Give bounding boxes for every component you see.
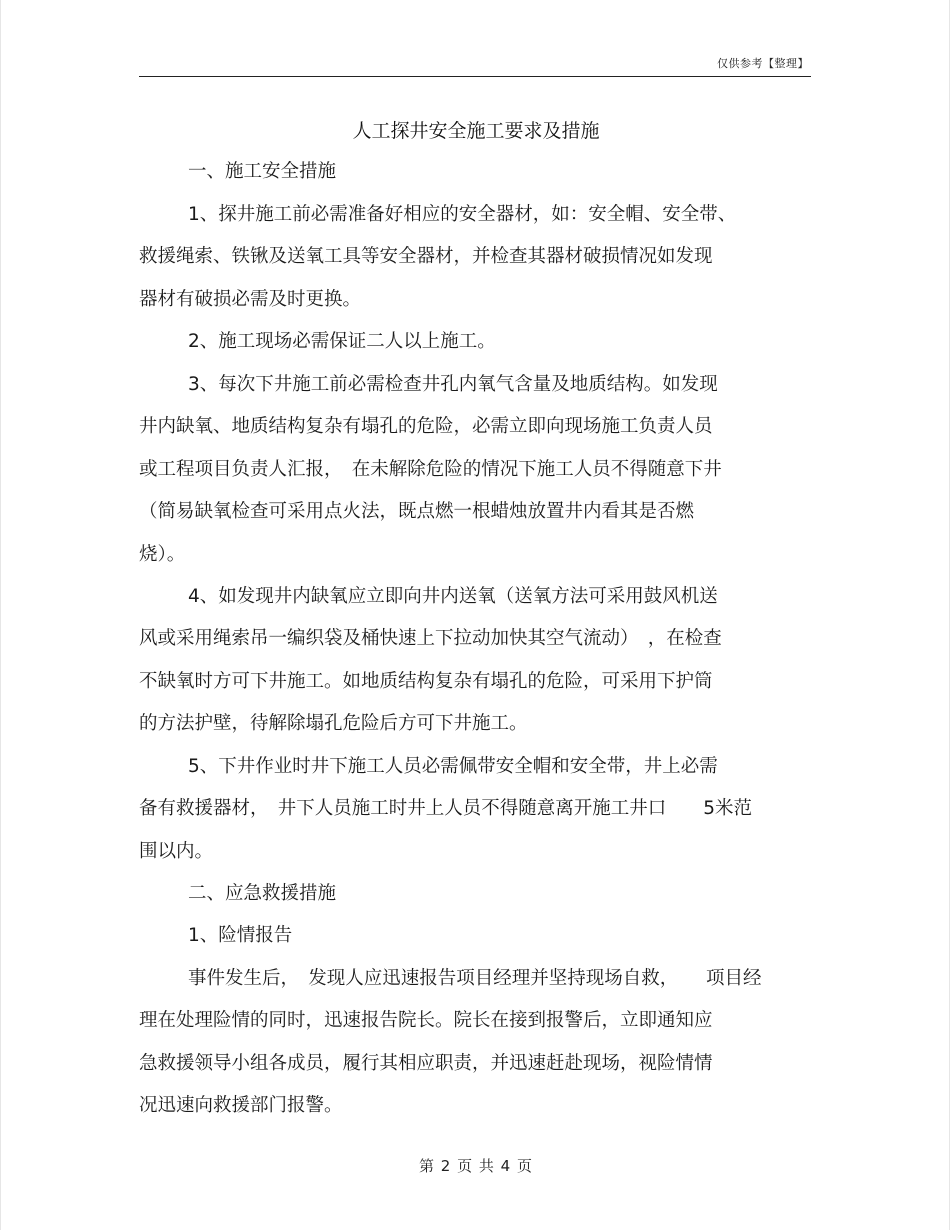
paragraph-line: 救援绳索、铁锹及送氧工具等安全器材，并检查其器材破损情况如发现 — [139, 246, 713, 267]
paragraph-line: 况迅速向救援部门报警。 — [139, 1095, 343, 1116]
page-number: 第 2 页 共 4 页 — [419, 1157, 533, 1175]
paragraph-line: 器材有破损必需及时更换。 — [139, 289, 362, 310]
section-heading-1: 一、施工安全措施 — [188, 161, 337, 182]
section-heading-2: 二、应急救援措施 — [188, 883, 337, 904]
header-note: 仅供参考【整理】 — [717, 57, 809, 70]
paragraph-line: 井内缺氧、地质结构复杂有塌孔的危险，必需立即向现场施工负责人员 — [139, 416, 713, 437]
paragraph-line: （简易缺氧检查可采用点火法，既点燃一根蜡烛放置井内看其是否燃 — [139, 501, 695, 522]
paragraph-line: 或工程项目负责人汇报， 在未解除危险的情况下施工人员不得随意下井 — [139, 459, 722, 480]
paragraph-line: 1、探井施工前必需准备好相应的安全器材，如：安全帽、安全带、 — [188, 204, 737, 225]
page-title: 人工探井安全施工要求及措施 — [352, 120, 600, 142]
paragraph-line: 不缺氧时方可下井施工。如地质结构复杂有塌孔的危险，可采用下护筒 — [139, 671, 713, 692]
paragraph-line: 3、每次下井施工前必需检查井孔内氧气含量及地质结构。如发现 — [188, 374, 718, 395]
paragraph-line: 4、如发现井内缺氧应立即向井内送氧（送氧方法可采用鼓风机送 — [188, 586, 718, 607]
subsection-heading: 1、险情报告 — [188, 925, 293, 946]
header-rule — [139, 76, 811, 77]
paragraph-line: 围以内。 — [139, 841, 214, 862]
paragraph-line: 烧）。 — [139, 544, 186, 565]
paragraph-line: 备有救援器材， 井下人员施工时井上人员不得随意离开施工井口 5米范 — [139, 798, 753, 819]
paragraph-line: 的方法护壁，待解除塌孔危险后方可下井施工。 — [139, 713, 528, 734]
paragraph-line: 2、施工现场必需保证二人以上施工。 — [188, 331, 496, 352]
paragraph-line: 理在处理险情的同时，迅速报告院长。院长在接到报警后，立即通知应 — [139, 1010, 713, 1031]
paragraph-line: 风或采用绳索吊一编织袋及桶快速上下拉动加快其空气流动） ，在检查 — [139, 628, 722, 649]
paragraph-line: 事件发生后， 发现人应迅速报告项目经理并坚持现场自救， 项目经 — [188, 968, 762, 989]
paragraph-line: 急救援领导小组各成员，履行其相应职责，并迅速赶赴现场，视险情情 — [139, 1053, 713, 1074]
paragraph-line: 5、下井作业时井下施工人员必需佩带安全帽和安全带，井上必需 — [188, 756, 718, 777]
